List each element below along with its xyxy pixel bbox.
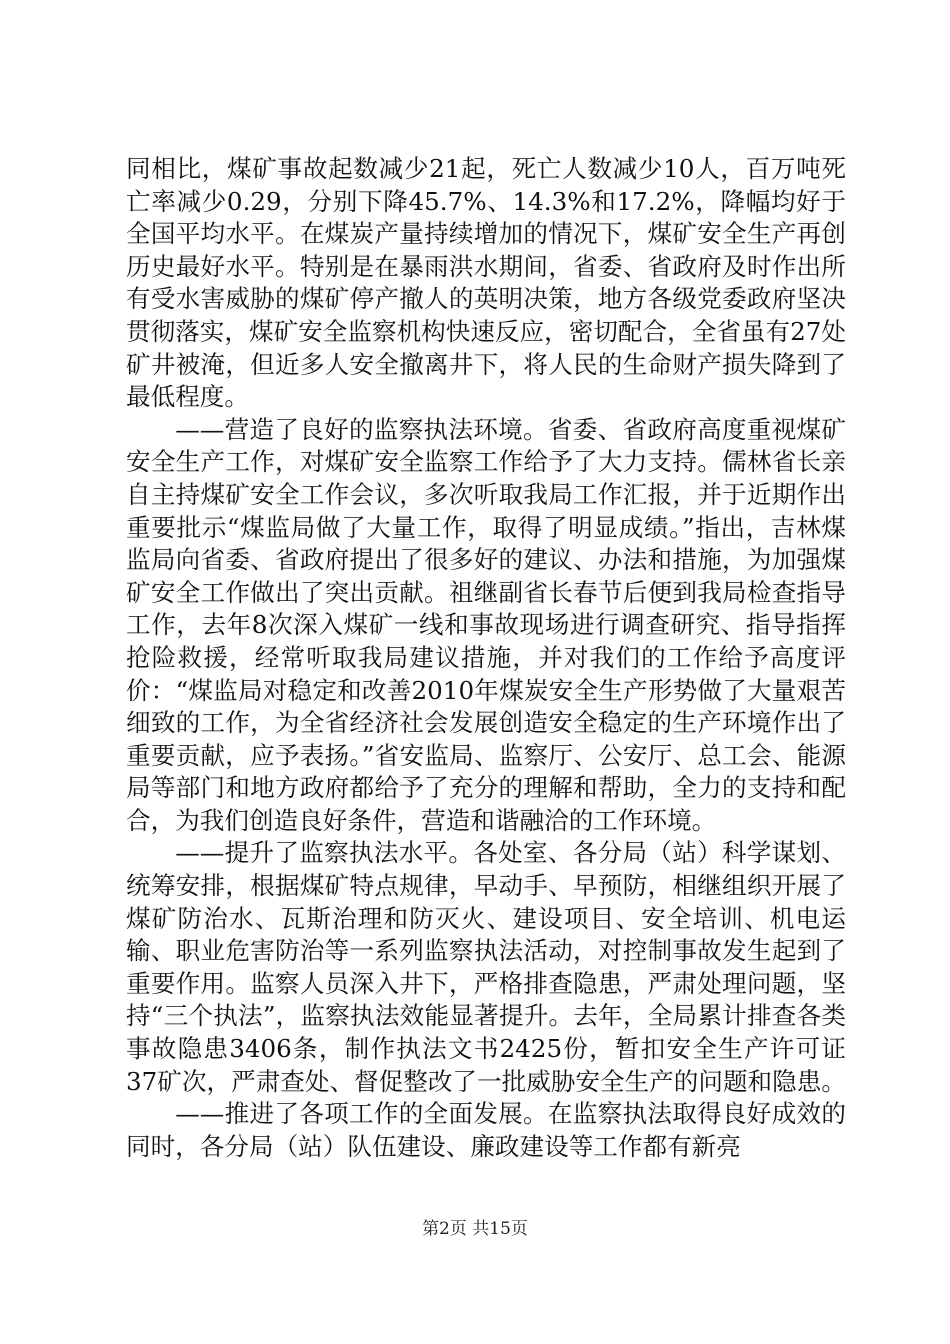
paragraph-enforcement-level: ——提升了监察执法水平。各处室、各分局（站）科学谋划、统筹安排，根据煤矿特点规律，早动手、早预防，相继组织开展了煤矿防治水、瓦斯治理和防灭火、建设项目、安全培训、机电运输、职业危害防治等一系列监察执法活动，对控制事故发生起到了重要作用。监察人员深入井下，严格排查隐患，严肃处理问题，坚持“三个执法”，监察执法效能显著提升。去年，全局累计排查各类事故隐患3406条，制作执法文书2425份，暂扣安全生产许可证37矿次，严肃查处、督促整改了一批威胁安全生产的问题和隐患。 [126, 838, 846, 1096]
paragraph-overall-development: ——推进了各项工作的全面发展。在监察执法取得良好成效的同时，各分局（站）队伍建设、廉政建设等工作都有新亮 [126, 1099, 846, 1161]
paragraph-enforcement-environment: ——营造了良好的监察执法环境。省委、省政府高度重视煤矿安全生产工作，对煤矿安全监察工作给予了大力支持。儒林省长亲自主持煤矿安全工作会议，多次听取我局工作汇报，并于近期作出重要批示“煤监局做了大量工作，取得了明显成绩。”指出，吉林煤监局向省委、省政府提出了很多好的建议、办法和措施，为加强煤矿安全工作做出了突出贡献。祖继副省长春节后便到我局检查指导工作，去年8次深入煤矿一线和事故现场进行调查研究、指导指挥抢险救援，经常听取我局建议措施，并对我们的工作给予高度评价：“煤监局对稳定和改善2010年煤炭安全生产形势做了大量艰苦细致的工作，为全省经济社会发展创造安全稳定的生产环境作出了重要贡献，应予表扬。”省安监局、监察厅、公安厅、总工会、能源局等部门和地方政府都给予了充分的理解和帮助，全力的支持和配合，为我们创造良好条件，营造和谐融洽的工作环境。 [126, 414, 846, 835]
paragraph-safety-statistics: 同相比，煤矿事故起数减少21起，死亡人数减少10人，百万吨死亡率减少0.29，分别下降45.7%、14.3%和17.2%，降幅均好于全国平均水平。在煤炭产量持续增加的情况下，煤矿安全生产再创历史最好水平。特别是在暴雨洪水期间，省委、省政府及时作出所有受水害威胁的煤矿停产撤人的英明决策，地方各级党委政府坚决贯彻落实，煤矿安全监察机构快速反应，密切配合，全省虽有27处矿井被淹，但近多人安全撤离井下，将人民的生命财产损失降到了最低程度。 [126, 154, 846, 412]
document-body [126, 153, 846, 1163]
page-number-footer: 第2页 共15页 [422, 1219, 528, 1239]
